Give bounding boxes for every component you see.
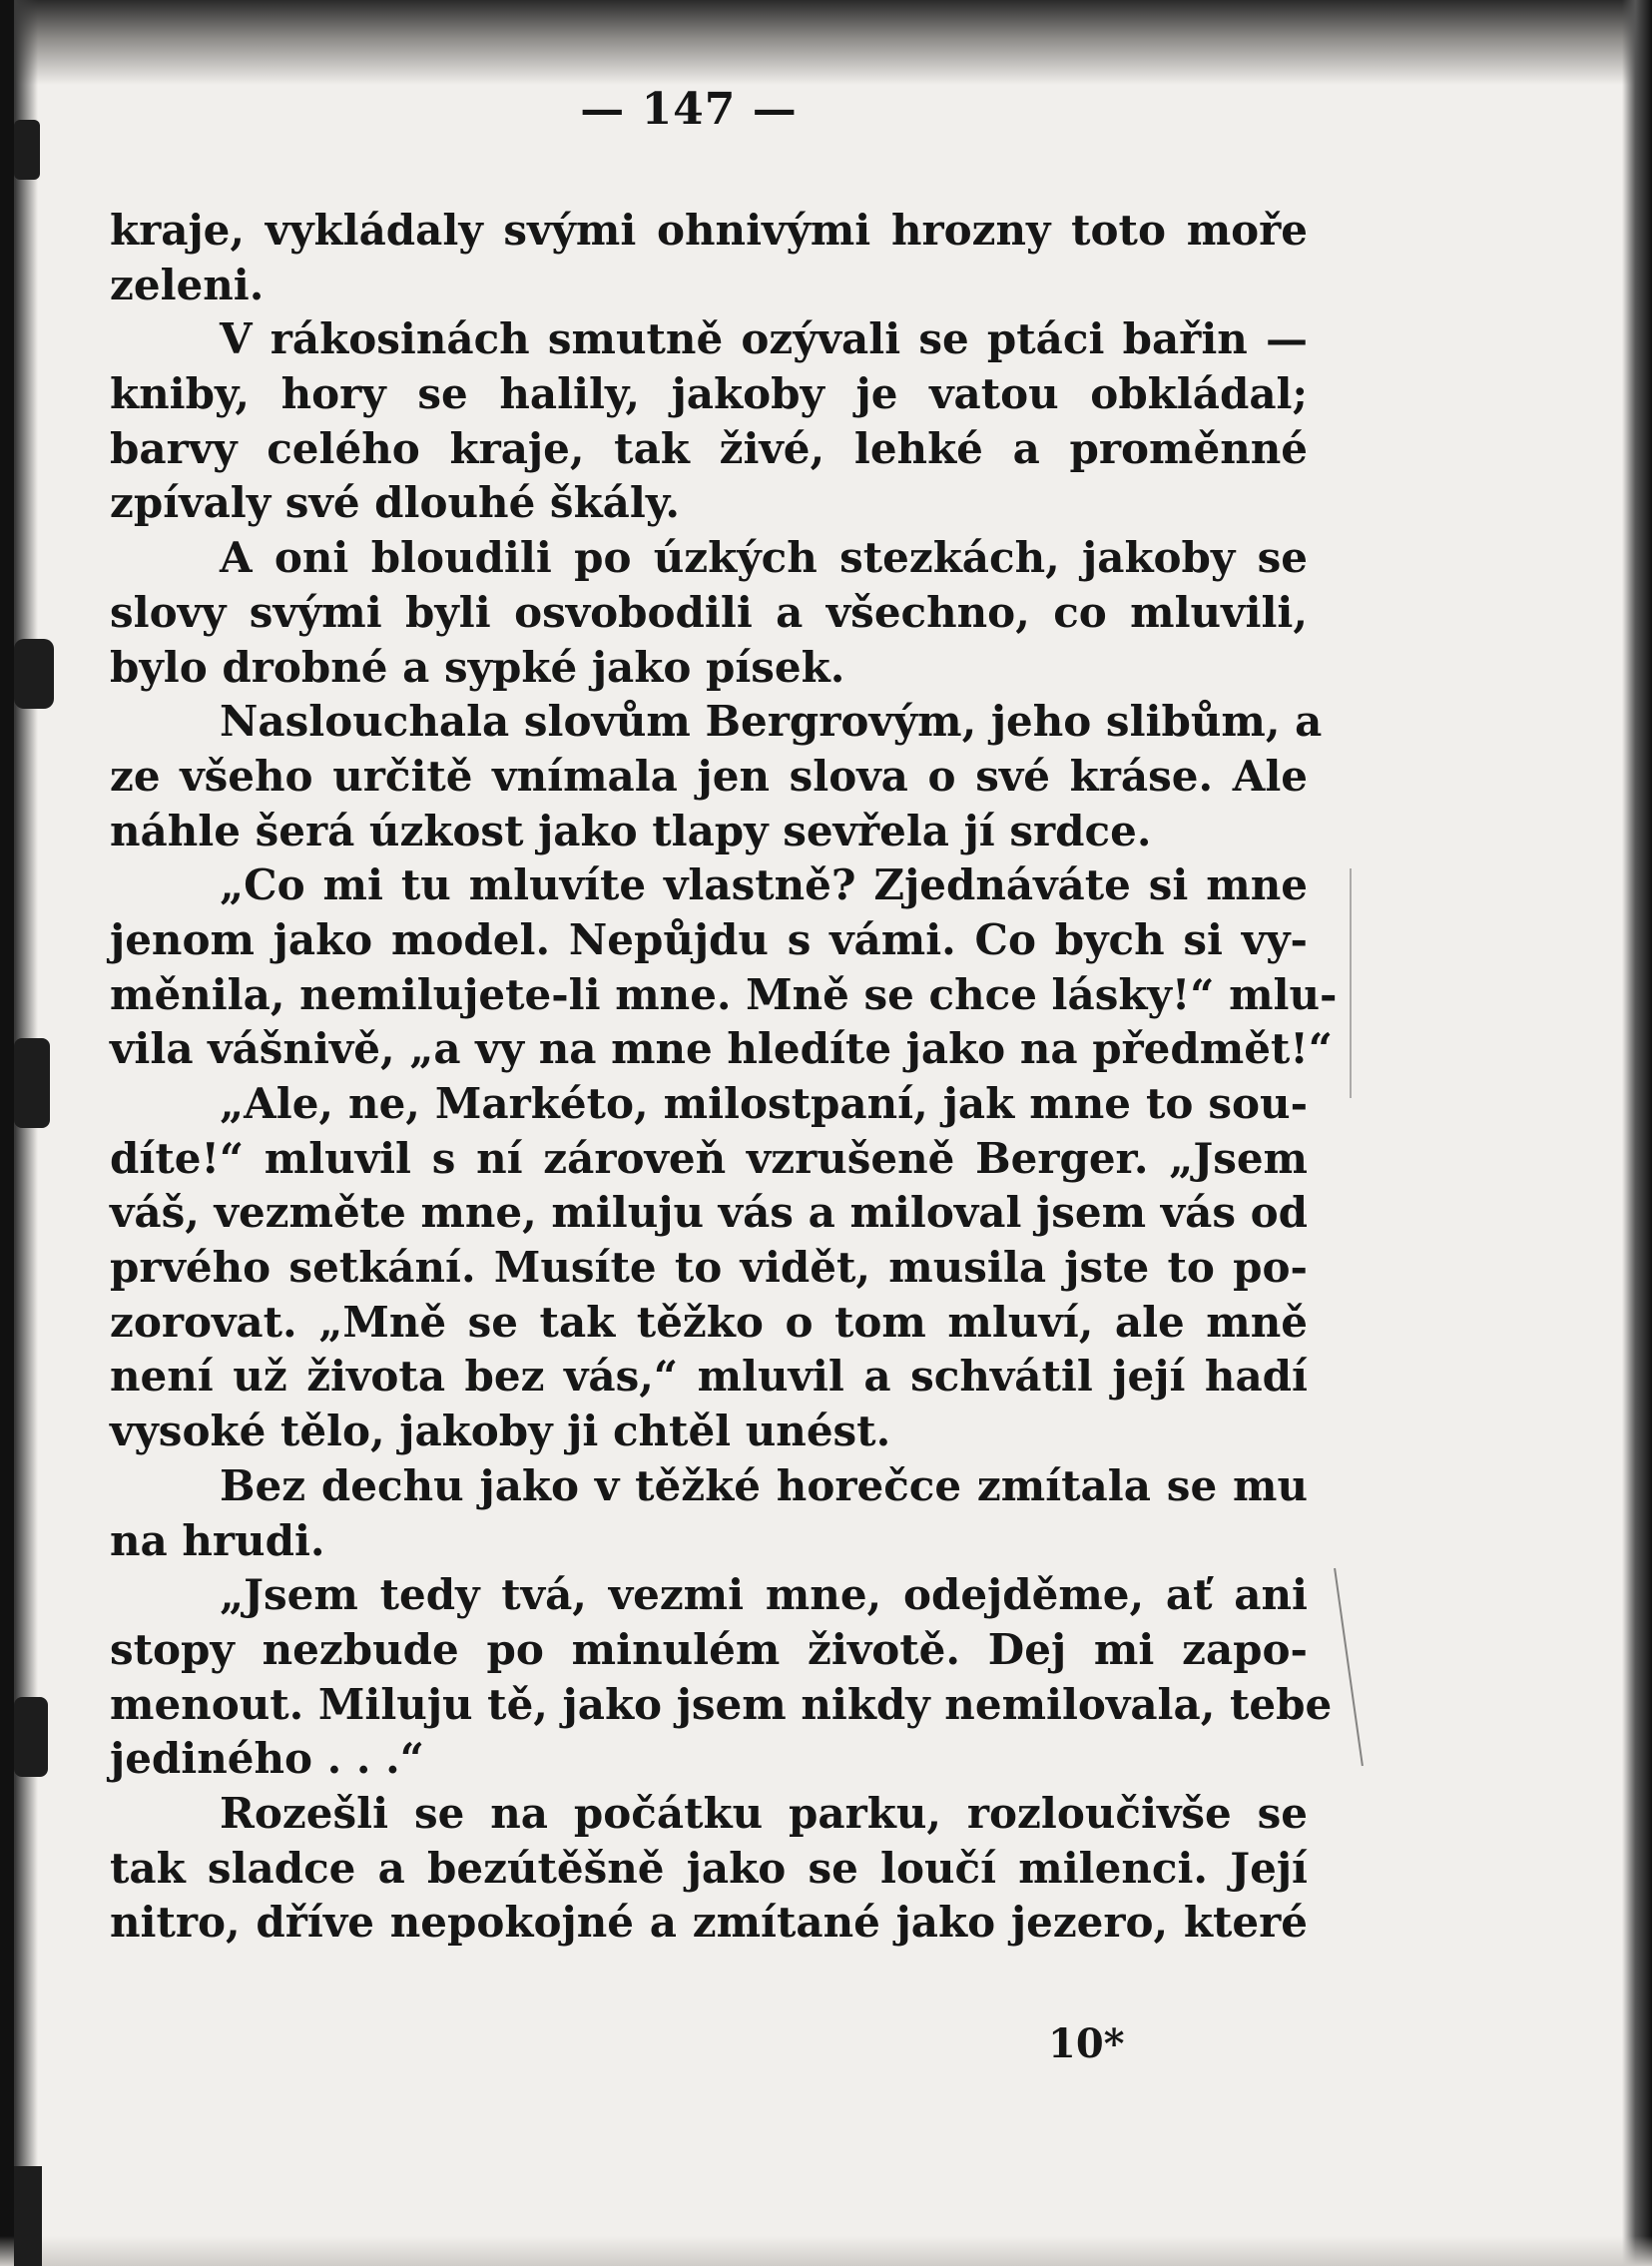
text-line: zpívaly své dlouhé škály.	[110, 478, 681, 528]
text-line: jenom jako model. Nepůjdu s vámi. Co bych si vy-	[110, 914, 1308, 964]
scan-bottom-shadow	[0, 2236, 1652, 2266]
text-line: zeleni.	[110, 260, 265, 309]
text-line: „Ale, ne, Markéto, milostpaní, jak mne to sou-	[220, 1079, 1308, 1128]
text-line: jediného . . .“	[110, 1734, 424, 1784]
text-line: vila vášnivě, „a vy na mne hledíte jako na předmět!“	[110, 1024, 1333, 1074]
margin-mark	[1350, 868, 1352, 1098]
binding-stain	[14, 639, 54, 709]
text-line: díte!“ mluvil s ní zároveň vzrušeně Berger. „Jsem	[110, 1133, 1308, 1183]
text-line: váš, vezměte mne, miluju vás a miloval jsem vás od	[110, 1188, 1308, 1238]
text-line: prvého setkání. Musíte to vidět, musila jste to po-	[110, 1243, 1308, 1293]
text-line: není už života bez vás,“ mluvil a schvátil její hadí	[110, 1352, 1308, 1402]
scan-top-shadow	[0, 0, 1652, 85]
text-line: barvy celého kraje, tak živé, lehké a proměnné	[110, 423, 1308, 473]
text-line: na hrudi.	[110, 1515, 325, 1565]
margin-mark	[1334, 1568, 1364, 1766]
text-line: „Jsem tedy tvá, vezmi mne, odejděme, ať ani	[220, 1570, 1308, 1620]
text-line: A oni bloudili po úzkých stezkách, jakoby se	[220, 533, 1308, 583]
text-line: Naslouchala slovům Bergrovým, jeho slibům, a	[220, 697, 1323, 747]
text-line: menout. Miluju tě, jako jsem nikdy nemilovala, tebe	[110, 1679, 1333, 1729]
text-line: bylo drobné a sypké jako písek.	[110, 642, 845, 692]
text-line: slovy svými byli osvobodili a všechno, co mluvili,	[110, 587, 1308, 637]
body-text	[110, 204, 1338, 1951]
binding-stain	[14, 2166, 42, 2266]
signature-mark: 10*	[1048, 2020, 1125, 2067]
page-number: — 147 —	[580, 84, 798, 135]
text-line: stopy nezbude po minulém životě. Dej mi zapo-	[110, 1624, 1308, 1674]
text-line: nitro, dříve nepokojné a zmítané jako jezero, které	[110, 1898, 1308, 1948]
text-line: V rákosinách smutně ozývali se ptáci bařin —	[220, 314, 1308, 364]
text-line: „Co mi tu mluvíte vlastně? Zjednáváte si mne	[220, 860, 1308, 910]
text-line: vysoké tělo, jakoby ji chtěl unést.	[110, 1407, 891, 1456]
page-right-edge	[1622, 0, 1652, 2266]
text-line: kniby, hory se halily, jakoby je vatou obkládal;	[110, 369, 1308, 419]
binding-stain	[14, 120, 40, 180]
text-line: ze všeho určitě vnímala jen slova o své kráse. Ale	[110, 751, 1308, 801]
text-line: náhle šerá úzkost jako tlapy sevřela jí srdce.	[110, 806, 1152, 855]
text-line: Rozešli se na počátku parku, rozloučivše se	[220, 1788, 1308, 1838]
binding-spine	[0, 0, 14, 2266]
text-line: zorovat. „Mně se tak těžko o tom mluví, ale mně	[110, 1297, 1308, 1347]
text-line: Bez dechu jako v těžké horečce zmítala se mu	[220, 1460, 1308, 1510]
text-line: měnila, nemilujete-li mne. Mně se chce lásky!“ mlu-	[110, 969, 1338, 1019]
binding-stain	[14, 1038, 50, 1128]
binding-stain	[14, 1697, 48, 1777]
text-line: kraje, vykládaly svými ohnivými hrozny toto moře	[110, 206, 1308, 255]
text-line: tak sladce a bezútěšně jako se loučí milenci. Její	[110, 1843, 1308, 1893]
